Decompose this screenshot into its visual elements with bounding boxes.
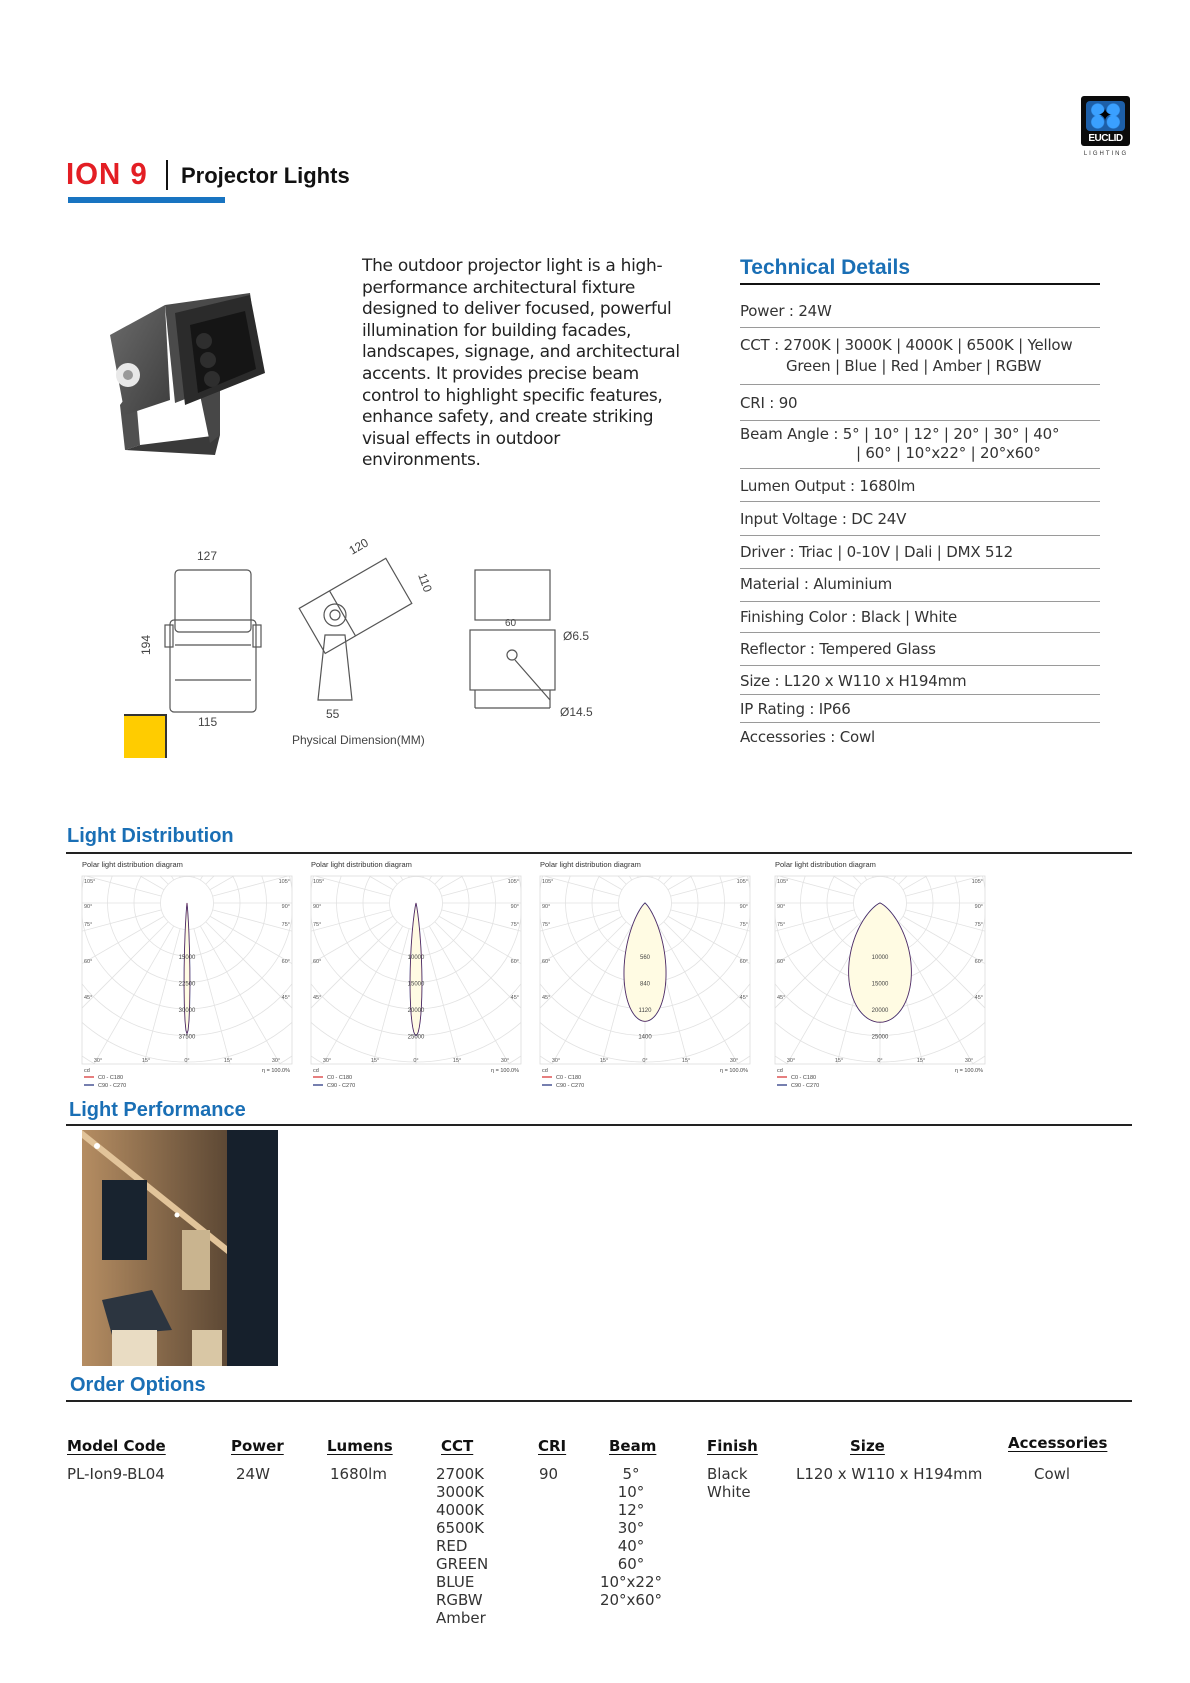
light-performance-heading: Light Performance [69, 1099, 246, 1121]
grid-spoke [435, 922, 524, 1090]
grid-spoke [80, 926, 174, 1090]
angle-label: 90° [974, 904, 983, 910]
beam-curve-c90 [624, 903, 666, 1021]
angle-label: 105° [278, 879, 290, 885]
polar-chart-4 [773, 860, 993, 1090]
grid-spoke [213, 874, 295, 896]
efficiency-label: η = 100.0% [720, 1068, 748, 1074]
cct-option: BLUE [436, 1573, 475, 1591]
unit-label: cd [84, 1068, 90, 1074]
unit-label: cd [313, 1068, 319, 1074]
beam-option: 5° [622, 1465, 640, 1483]
cct-option: 3000K [436, 1483, 485, 1501]
angle-label: 90° [84, 904, 93, 910]
grid-spoke [538, 874, 619, 896]
ring-label: 15000 [407, 981, 425, 988]
angle-label: 30° [786, 1058, 796, 1064]
angle-label: 75° [542, 922, 551, 928]
product-category: Projector Lights [181, 163, 350, 188]
chart-title: Polar light distribution diagram [82, 860, 183, 869]
beam-option: 10°x22° [599, 1573, 663, 1591]
angle-label: 60° [542, 959, 551, 965]
spec-cct-line1: CCT : 2700K | 3000K | 4000K | 6500K | Yellow [740, 336, 1073, 354]
ring-label: 840 [639, 981, 651, 988]
star-icon: ✦ [1097, 105, 1113, 125]
ring-label: 22500 [178, 981, 196, 988]
spec-ip-rating: IP Rating : IP66 [740, 700, 851, 718]
angle-label: 30° [551, 1058, 561, 1064]
angle-label: 90° [281, 904, 290, 910]
angle-label: 75° [313, 922, 322, 928]
divider [740, 501, 1100, 502]
legend-label: C0 - C180 [556, 1075, 582, 1081]
col-finish: Finish [707, 1437, 758, 1455]
spec-cri: CRI : 90 [740, 394, 798, 412]
polar-plot [80, 874, 295, 1090]
spec-reflector: Reflector : Tempered Glass [740, 640, 936, 658]
spec-beam-angle [740, 425, 1100, 463]
cct-option: 2700K [436, 1465, 485, 1483]
beam-option: 60° [617, 1555, 645, 1573]
grid-spoke [668, 916, 753, 1053]
dim-hole-large: Ø14.5 [560, 705, 593, 719]
ring-label: 10000 [407, 955, 425, 961]
angle-label: 60° [739, 959, 748, 965]
col-model-code: Model Code [67, 1437, 166, 1455]
angle-label: 90° [510, 904, 519, 910]
beam-option: 20°x60° [599, 1591, 663, 1609]
grid-spoke [439, 916, 524, 1053]
beam-option: 30° [617, 1519, 645, 1537]
order-options-heading: Order Options [70, 1374, 206, 1396]
angle-label: 0° [642, 1058, 648, 1064]
beam-curve-c90 [410, 903, 422, 1036]
grid-spoke [671, 874, 753, 896]
grid-spoke [773, 874, 854, 896]
angle-label: 15° [141, 1058, 151, 1064]
grid-spoke [442, 874, 524, 896]
angle-label: 90° [777, 904, 786, 910]
col-power: Power [231, 1437, 284, 1455]
angle-label: 30° [500, 1058, 510, 1064]
grid-spoke [429, 926, 524, 1090]
beam-option: 40° [617, 1537, 645, 1555]
grid-spoke [664, 922, 753, 1090]
ring-label: 37500 [178, 1034, 196, 1041]
angle-label: 30° [322, 1058, 332, 1064]
spec-material: Material : Aluminium [740, 575, 893, 593]
ring-label: 15000 [178, 955, 196, 961]
divider [740, 694, 1100, 695]
product-image [100, 285, 290, 465]
angle-label: 60° [974, 959, 983, 965]
building-facade-photo [82, 1130, 278, 1366]
dimension-caption: Physical Dimension(MM) [292, 733, 425, 747]
technical-details-heading: Technical Details [740, 256, 911, 279]
cell-cri: 90 [539, 1465, 559, 1483]
title-underline-bar [68, 197, 225, 203]
legend-label: C0 - C180 [791, 1075, 817, 1081]
unit-label: cd [542, 1068, 548, 1074]
grid-spoke [658, 926, 753, 1090]
angle-label: 0° [184, 1058, 190, 1064]
angle-label: 15° [370, 1058, 380, 1064]
grid-spoke [309, 922, 397, 1090]
grid-spoke [210, 916, 295, 1053]
grid-spoke [903, 916, 988, 1053]
finish-option: Black [707, 1465, 748, 1483]
title-separator [166, 160, 168, 190]
dim-hole-spacing: 60 [505, 618, 517, 629]
cct-option: Amber [436, 1609, 486, 1627]
grid-spoke [538, 916, 622, 1053]
spec-lumen: Lumen Output : 1680lm [740, 477, 916, 495]
cct-option: GREEN [436, 1555, 489, 1573]
cell-finish [707, 1465, 751, 1501]
grid-spoke [309, 874, 390, 896]
grid-spoke [773, 922, 861, 1090]
angle-label: 15° [599, 1058, 609, 1064]
angle-label: 45° [777, 995, 786, 1001]
cell-accessories: Cowl [1034, 1465, 1071, 1483]
divider [740, 568, 1100, 569]
angle-label: 45° [510, 995, 519, 1001]
dim-width-top: 127 [197, 549, 218, 563]
finish-option: White [707, 1483, 751, 1501]
angle-label: 60° [313, 959, 322, 965]
spec-cct-line2: Green | Blue | Red | Amber | RGBW [786, 357, 1042, 375]
grid-spoke [309, 916, 393, 1053]
spec-beam-line2: | 60° | 10°x22° | 20°x60° [856, 444, 1041, 462]
col-accessories: Accessories [1008, 1434, 1108, 1452]
chart-title: Polar light distribution diagram [540, 860, 641, 869]
grid-spoke [773, 910, 854, 981]
product-description: The outdoor projector light is a high-performance architectural fixture designed to deliver focused, powerful illumination for building facades, landscapes, signage, and architectural accents. It provides precise beam control to highlight specific features, enhance safety, and create striking visual effects in outdoor environments. [362, 256, 680, 471]
angle-label: 60° [281, 959, 290, 965]
divider [740, 665, 1100, 666]
angle-label: 45° [281, 995, 290, 1001]
divider [740, 468, 1100, 469]
section-rule [66, 1400, 1132, 1402]
dim-base: 55 [326, 707, 340, 721]
dim-side-depth: 110 [415, 571, 435, 595]
beam-curve-c90 [184, 903, 190, 1034]
spec-cct [740, 335, 1100, 377]
dim-height: 194 [139, 634, 153, 655]
col-beam: Beam [609, 1437, 657, 1455]
angle-label: 15° [834, 1058, 844, 1064]
ring-label: 25000 [407, 1034, 425, 1041]
angle-label: 30° [729, 1058, 739, 1064]
ring-label: 10000 [871, 955, 889, 961]
angle-label: 105° [971, 879, 983, 885]
dim-side-length: 120 [346, 535, 371, 558]
logo-subtext: LIGHTING [1083, 151, 1129, 157]
polar-plot [773, 874, 988, 1090]
beam-option: 10° [617, 1483, 645, 1501]
divider [740, 420, 1100, 421]
angle-label: 75° [739, 922, 748, 928]
angle-label: 15° [916, 1058, 926, 1064]
angle-label: 75° [84, 922, 93, 928]
chart-title: Polar light distribution diagram [775, 860, 876, 869]
legend-label: C0 - C180 [327, 1075, 353, 1081]
grid-spoke [206, 922, 295, 1090]
angle-label: 15° [223, 1058, 233, 1064]
angle-label: 105° [777, 879, 789, 885]
cell-size: L120 x W110 x H194mm [796, 1465, 983, 1483]
divider [740, 327, 1100, 328]
beam-curve-c90 [849, 903, 912, 1022]
grid-spoke [80, 922, 168, 1090]
grid-spoke [538, 922, 626, 1090]
spec-beam-line1: Beam Angle : 5° | 10° | 12° | 20° | 30° | 40° [740, 425, 1060, 443]
angle-label: 45° [542, 995, 551, 1001]
ring-label: 560 [639, 955, 651, 961]
angle-label: 0° [877, 1058, 883, 1064]
beam-option: 12° [617, 1501, 645, 1519]
col-lumens: Lumens [327, 1437, 393, 1455]
cct-option: RED [436, 1537, 468, 1555]
euclid-logo [1081, 96, 1130, 146]
efficiency-label: η = 100.0% [262, 1068, 290, 1074]
grid-spoke [200, 926, 295, 1090]
cell-model-code: PL-Ion9-BL04 [67, 1465, 165, 1483]
angle-label: 75° [510, 922, 519, 928]
angle-label: 105° [542, 879, 554, 885]
dim-hole-small: Ø6.5 [563, 629, 590, 643]
spec-driver: Driver : Triac | 0-10V | Dali | DMX 512 [740, 543, 1013, 561]
cct-option: 4000K [436, 1501, 485, 1519]
angle-label: 90° [542, 904, 551, 910]
spec-accessories: Accessories : Cowl [740, 728, 875, 746]
angle-label: 75° [281, 922, 290, 928]
unit-label: cd [777, 1068, 783, 1074]
polar-chart-3 [538, 860, 758, 1090]
cct-option: RGBW [436, 1591, 483, 1609]
cell-beam [596, 1465, 666, 1609]
dim-width-bottom: 115 [198, 715, 218, 729]
color-swatch [124, 714, 167, 758]
spec-power: Power : 24W [740, 302, 832, 320]
efficiency-label: η = 100.0% [491, 1068, 519, 1074]
divider [740, 722, 1100, 723]
angle-label: 75° [777, 922, 786, 928]
grid-spoke [80, 910, 161, 981]
angle-label: 15° [681, 1058, 691, 1064]
divider [740, 384, 1100, 385]
cell-cct [436, 1465, 488, 1627]
spec-size: Size : L120 x W110 x H194mm [740, 672, 967, 690]
cell-lumens: 1680lm [330, 1465, 387, 1483]
angle-label: 15° [452, 1058, 462, 1064]
spec-finish: Finishing Color : Black | White [740, 608, 958, 626]
light-distribution-heading: Light Distribution [67, 825, 234, 847]
ring-label: 1120 [638, 1008, 652, 1014]
grid-spoke [899, 922, 988, 1090]
col-size: Size [850, 1437, 885, 1455]
legend-label: C90 - C270 [98, 1083, 127, 1089]
angle-label: 105° [736, 879, 748, 885]
polar-chart-2 [309, 860, 529, 1090]
angle-label: 0° [413, 1058, 419, 1064]
legend-label: C90 - C270 [327, 1083, 356, 1089]
grid-spoke [309, 910, 390, 981]
heading-rule [740, 283, 1100, 285]
logo-wordmark: EUCLID [1088, 133, 1123, 144]
divider [740, 632, 1100, 633]
grid-spoke [906, 874, 988, 896]
angle-label: 45° [313, 995, 322, 1001]
polar-plot [538, 874, 753, 1090]
angle-label: 30° [964, 1058, 974, 1064]
grid-spoke [309, 926, 403, 1090]
grid-spoke [538, 926, 632, 1090]
angle-label: 60° [777, 959, 786, 965]
section-rule [66, 852, 1132, 854]
angle-label: 60° [510, 959, 519, 965]
col-cct: CCT [441, 1437, 474, 1455]
angle-label: 30° [271, 1058, 281, 1064]
spec-voltage: Input Voltage : DC 24V [740, 510, 907, 528]
ring-label: 20000 [871, 1008, 889, 1014]
angle-label: 30° [93, 1058, 103, 1064]
divider [740, 535, 1100, 536]
dimension-drawing [120, 530, 610, 730]
cell-power: 24W [236, 1465, 270, 1483]
grid-spoke [773, 916, 857, 1053]
ring-label: 1400 [638, 1034, 652, 1041]
legend-label: C90 - C270 [791, 1083, 820, 1089]
grid-spoke [80, 874, 161, 896]
grid-spoke [80, 916, 164, 1053]
angle-label: 45° [974, 995, 983, 1001]
cct-option: 6500K [436, 1519, 485, 1537]
angle-label: 45° [739, 995, 748, 1001]
ring-label: 30000 [178, 1008, 196, 1014]
legend-label: C90 - C270 [556, 1083, 585, 1089]
chart-title: Polar light distribution diagram [311, 860, 412, 869]
ring-label: 15000 [871, 981, 889, 988]
divider [740, 601, 1100, 602]
angle-label: 90° [313, 904, 322, 910]
angle-label: 90° [739, 904, 748, 910]
ring-label: 20000 [407, 1008, 425, 1014]
grid-spoke [538, 910, 619, 981]
polar-plot [309, 874, 524, 1090]
polar-chart-1 [80, 860, 300, 1090]
angle-label: 75° [974, 922, 983, 928]
angle-label: 60° [84, 959, 93, 965]
angle-label: 105° [313, 879, 325, 885]
angle-label: 45° [84, 995, 93, 1001]
efficiency-label: η = 100.0% [955, 1068, 983, 1074]
product-name: ION 9 [66, 156, 148, 191]
angle-label: 105° [84, 879, 96, 885]
ring-label: 25000 [871, 1034, 889, 1041]
legend-label: C0 - C180 [98, 1075, 124, 1081]
col-cri: CRI [538, 1437, 567, 1455]
angle-label: 105° [507, 879, 519, 885]
section-rule [66, 1124, 1132, 1126]
